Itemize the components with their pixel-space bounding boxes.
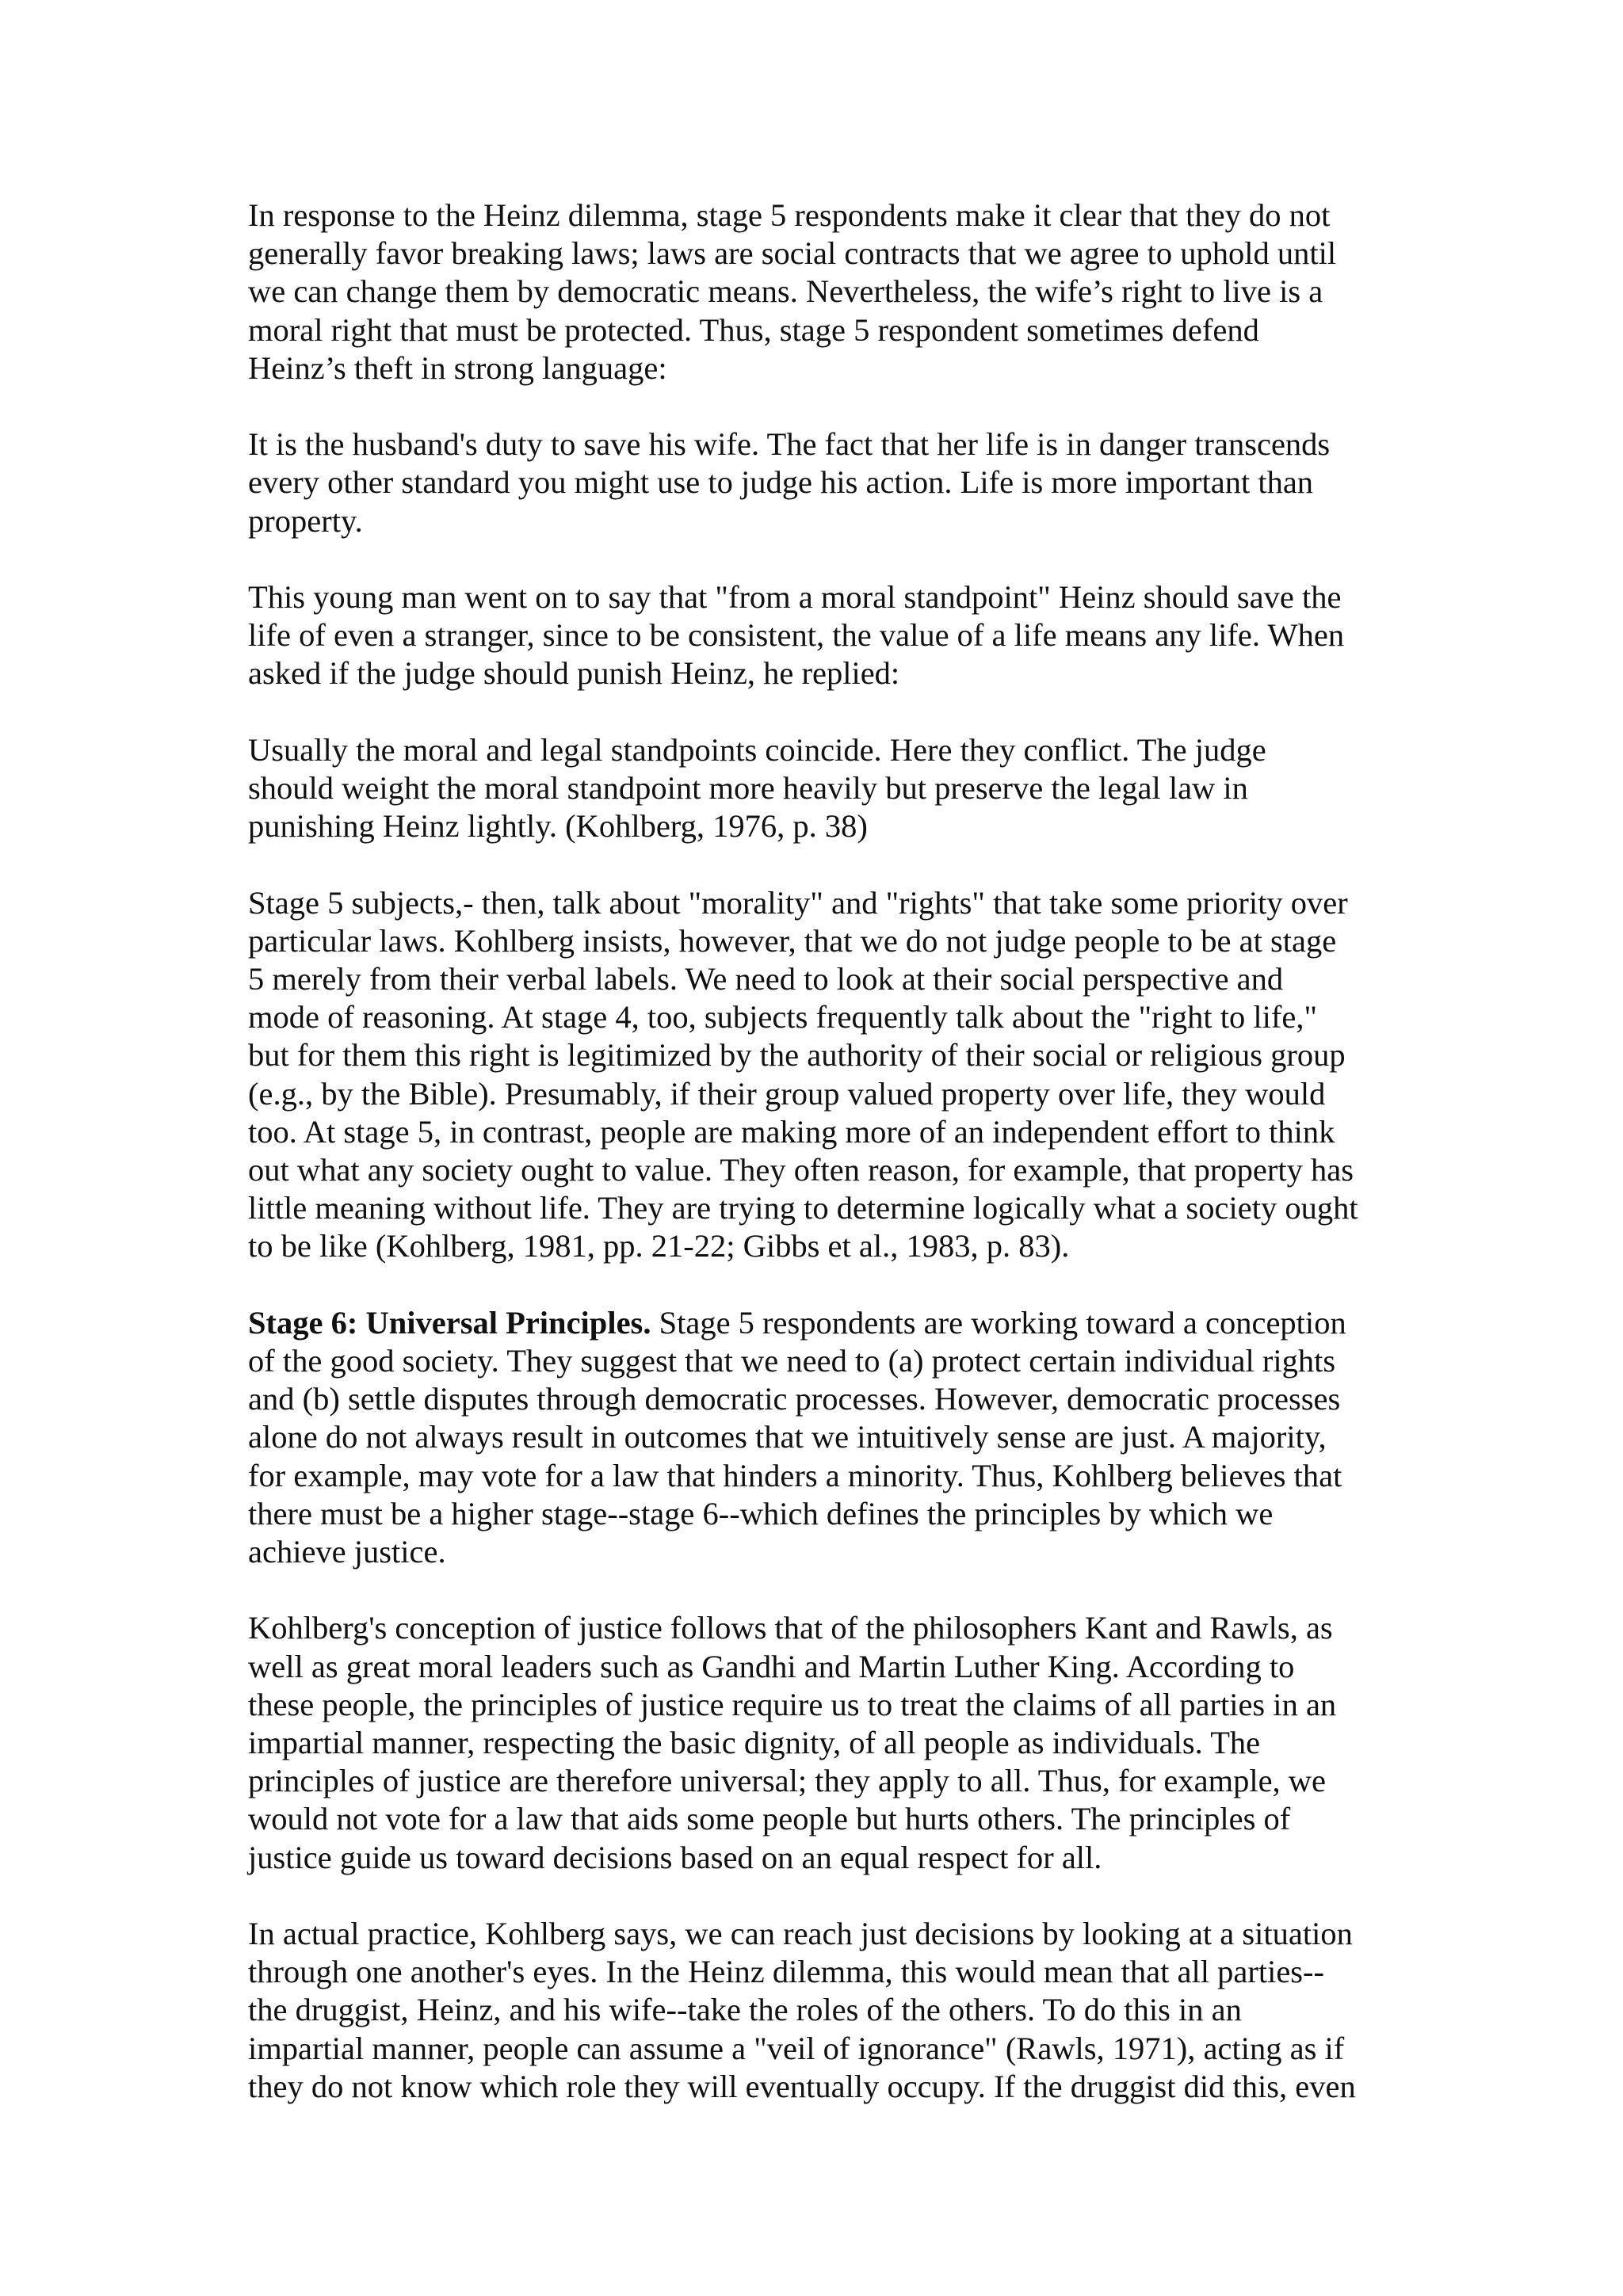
text-line: there must be a higher stage--stage 6--which defines the principles by which we	[248, 1495, 1274, 1531]
text-line: these people, the principles of justice require us to treat the claims of all parties in an	[248, 1686, 1337, 1722]
text-line: achieve justice.	[248, 1534, 446, 1570]
text-line: principles of justice are therefore universal; they apply to all. Thus, for example, we	[248, 1763, 1327, 1799]
text-line: This young man went on to say that "from a moral standpoint" Heinz should save the	[248, 579, 1342, 615]
text-line: would not vote for a law that aids some people but hurts others. The principles of	[248, 1801, 1291, 1837]
text-line: should weight the moral standpoint more heavily but preserve the legal law in	[248, 770, 1248, 806]
text-line: Kohlberg's conception of justice follows that of the philosophers Kant and Rawls, as	[248, 1610, 1333, 1646]
text-line: impartial manner, respecting the basic dignity, of all people as individuals. The	[248, 1725, 1261, 1761]
text-line: In response to the Heinz dilemma, stage 5 respondents make it clear that they do not	[248, 197, 1331, 233]
text-line: Stage 5 subjects,- then, talk about "morality" and "rights" that take some priority over	[248, 884, 1348, 921]
text-line: we can change them by democratic means. Nevertheless, the wife’s right to live is a	[248, 273, 1323, 310]
paragraph-stage6	[248, 1304, 1421, 1571]
text-line: Heinz’s theft in strong language:	[248, 349, 667, 386]
text-line: Usually the moral and legal standpoints coincide. Here they conflict. The judge	[248, 731, 1266, 768]
text-line	[248, 1304, 1421, 1342]
text-line: little meaning without life. They are trying to determine logically what a society ought	[248, 1190, 1358, 1226]
section-heading: Stage 6: Universal Principles.	[248, 1304, 651, 1341]
text-line: generally favor breaking laws; laws are social contracts that we agree to uphold until	[248, 235, 1337, 272]
text-run: Stage 5 respondents are working toward a conception	[651, 1304, 1346, 1341]
document-page	[248, 196, 1421, 2144]
text-line: the druggist, Heinz, and his wife--take the roles of the others. To do this in an	[248, 1992, 1242, 2028]
paragraph-young-man	[248, 578, 1421, 693]
text-line: alone do not always result in outcomes that we intuitively sense are just. A majority,	[248, 1419, 1327, 1455]
paragraph-justice-conception	[248, 1609, 1421, 1876]
text-line: mode of reasoning. At stage 4, too, subjects frequently talk about the "right to life,"	[248, 999, 1318, 1035]
text-line: asked if the judge should punish Heinz, he replied:	[248, 655, 900, 692]
text-line: In actual practice, Kohlberg says, we can reach just decisions by looking at a situation	[248, 1916, 1353, 1952]
text-line: too. At stage 5, in contrast, people are making more of an independent effort to think	[248, 1113, 1335, 1150]
text-line: justice guide us toward decisions based on an equal respect for all.	[248, 1839, 1102, 1875]
text-line: well as great moral leaders such as Gandhi and Martin Luther King. According to	[248, 1648, 1295, 1684]
paragraph-stage5-subjects	[248, 884, 1421, 1266]
text-line: to be like (Kohlberg, 1981, pp. 21-22; Gibbs et al., 1983, p. 83).	[248, 1228, 1070, 1264]
text-line: moral right that must be protected. Thus, stage 5 respondent sometimes defend	[248, 311, 1259, 348]
text-line: for example, may vote for a law that hinders a minority. Thus, Kohlberg believes that	[248, 1457, 1342, 1493]
text-line: impartial manner, people can assume a "veil of ignorance" (Rawls, 1971), acting as if	[248, 2030, 1345, 2066]
text-line: 5 merely from their verbal labels. We need to look at their social perspective and	[248, 961, 1284, 997]
text-line: they do not know which role they will eventually occupy. If the druggist did this, even	[248, 2068, 1356, 2104]
quote-husband-duty	[248, 425, 1421, 540]
text-line: It is the husband's duty to save his wife. The fact that her life is in danger transcends	[248, 426, 1331, 463]
text-line: and (b) settle disputes through democratic processes. However, democratic processes	[248, 1381, 1341, 1417]
text-line: every other standard you might use to judge his action. Life is more important than	[248, 464, 1314, 501]
paragraph-heinz-response	[248, 196, 1421, 387]
text-line: particular laws. Kohlberg insists, however, that we do not judge people to be at stage	[248, 922, 1337, 959]
quote-moral-legal	[248, 731, 1421, 846]
text-line: life of even a stranger, since to be consistent, the value of a life means any life. When	[248, 617, 1345, 654]
text-line: (e.g., by the Bible). Presumably, if their group valued property over life, they would	[248, 1075, 1326, 1112]
paragraph-actual-practice	[248, 1915, 1421, 2106]
text-line: out what any society ought to value. They often reason, for example, that property has	[248, 1152, 1354, 1188]
text-line: property.	[248, 502, 363, 539]
text-line: through one another's eyes. In the Heinz dilemma, this would mean that all parties--	[248, 1954, 1325, 1990]
text-line: but for them this right is legitimized by the authority of their social or religious group	[248, 1037, 1346, 1074]
text-line: punishing Heinz lightly. (Kohlberg, 1976, p. 38)	[248, 808, 868, 845]
text-line: of the good society. They suggest that we need to (a) protect certain individual rights	[248, 1343, 1336, 1379]
